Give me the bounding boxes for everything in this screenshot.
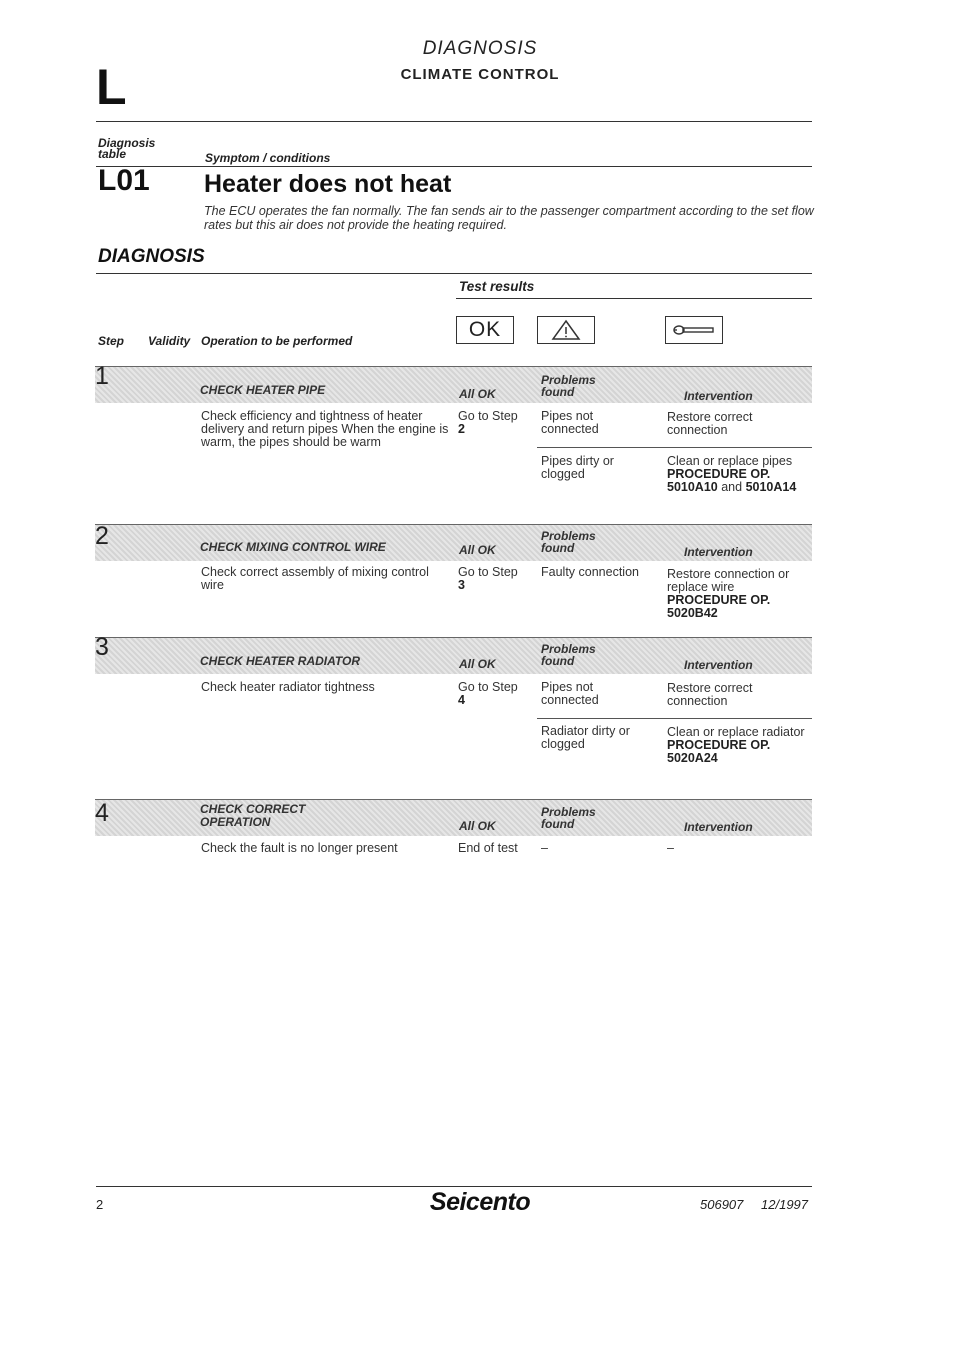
step-3-all-ok: All OK (459, 657, 496, 671)
step-3-title: CHECK HEATER RADIATOR (200, 654, 361, 668)
step-1-intervention-1: Restore correct connection (667, 410, 753, 437)
step-3-ok-step: 4 (458, 693, 465, 707)
step-2-ok-result (458, 566, 530, 592)
document-reference (700, 1197, 808, 1212)
step-3-problem-divider (537, 718, 812, 719)
step-2-title: CHECK MIXING CONTROL WIRE (200, 540, 386, 554)
step-3-number: 3 (95, 633, 109, 661)
wrench-glyph (671, 322, 717, 338)
step-1-problem-2: Pipes dirty or clogged (541, 454, 614, 481)
step-4-operation: Check the fault is no longer present (201, 841, 398, 855)
step-1-intervention-2 (667, 455, 807, 494)
step-3-problem-2: Radiator dirty or clogged (541, 724, 630, 751)
brand-logo: Seicento (429, 1188, 531, 1216)
step-3-ok-result (458, 681, 530, 707)
step-1-intervention-2-procedure: PROCEDURE OP. 5010A10 (667, 467, 771, 494)
step-3-intervention: Intervention (684, 658, 753, 672)
fault-code: L01 (98, 164, 150, 197)
diagnosis-table-label-line1: Diagnosis (98, 136, 156, 150)
doc-number: 506907 (700, 1197, 744, 1212)
step-3-problems-found (541, 643, 596, 667)
step-4-ok-result: End of test (458, 841, 518, 855)
step-1-title: CHECK HEATER PIPE (200, 383, 326, 397)
diagnosis-heading: DIAGNOSIS (98, 246, 205, 267)
step-1-ok-step: 2 (458, 422, 465, 436)
diagnosis-table-label-line2: table (98, 147, 127, 161)
step-4-title-line2: OPERATION (200, 815, 271, 829)
step-3-intervention-2-procedure: PROCEDURE OP. 5020A24 (667, 738, 771, 765)
wrench-icon (665, 316, 723, 344)
step-2-intervention-1-procedure: PROCEDURE OP. 5020B42 (667, 593, 771, 620)
step-1-problem-divider (537, 447, 812, 448)
step-4-number: 4 (95, 799, 109, 827)
step-1-operation: Check efficiency and tightness of heater delivery and return pipes When the engine is warm, the pipes should be warm (201, 409, 449, 449)
document-subtitle: CLIMATE CONTROL (400, 66, 560, 83)
problems-label-line2: found (541, 385, 575, 399)
symptom-conditions-label: Symptom / conditions (205, 151, 331, 165)
step-2-problem-1: Faulty connection (541, 565, 639, 579)
step-4-title-line1: CHECK CORRECT (200, 802, 306, 816)
diagnosis-table-label (98, 138, 155, 160)
step-1-ok-result (458, 410, 530, 436)
problems-label-line1: Problems (541, 642, 596, 656)
step-4-intervention-text: – (667, 841, 674, 855)
warning-triangle-glyph (551, 319, 581, 341)
problems-label-line1: Problems (541, 805, 596, 819)
column-validity: Validity (148, 334, 191, 348)
step-4-problems-found (541, 806, 596, 830)
step-1-intervention-2-and: and (721, 480, 743, 494)
step-2-intervention-1 (667, 568, 807, 620)
step-2-operation: Check correct assembly of mixing control wire (201, 565, 429, 592)
step-1-intervention: Intervention (684, 389, 753, 403)
problems-label-line2: found (541, 654, 575, 668)
problems-label-line2: found (541, 817, 575, 831)
step-3-problem-1: Pipes not connected (541, 680, 599, 707)
step-3-intervention-2-text: Clean or replace radiator (667, 725, 805, 739)
column-step: Step (98, 334, 125, 348)
step-4-title (200, 803, 305, 829)
section-letter: L (96, 59, 127, 115)
step-1-problems-found (541, 374, 596, 398)
header-rule (96, 121, 812, 122)
problems-label-line1: Problems (541, 529, 596, 543)
column-operation: Operation to be performed (201, 334, 353, 348)
step-2-ok-prefix: Go to Step (458, 565, 518, 579)
footer-rule (96, 1186, 812, 1187)
step-1-all-ok: All OK (459, 387, 496, 401)
symptom-rule (96, 166, 812, 167)
step-2-intervention-1-text: Restore connection or replace wire (667, 567, 790, 594)
problems-label-line2: found (541, 541, 575, 555)
test-results-rule (456, 298, 812, 299)
step-1-ok-prefix: Go to Step (458, 409, 518, 423)
test-results-label: Test results (459, 279, 535, 294)
step-2-number: 2 (95, 522, 109, 550)
ok-icon (456, 316, 514, 344)
document-title: DIAGNOSIS (422, 38, 538, 59)
step-1-intervention-2-text: Clean or replace pipes (667, 454, 793, 468)
step-2-intervention: Intervention (684, 545, 753, 559)
warning-triangle-icon (537, 316, 595, 344)
step-4-problem: – (541, 841, 548, 855)
step-3-intervention-2 (667, 726, 807, 765)
step-1-problem-1: Pipes not connected (541, 409, 599, 436)
step-4-all-ok: All OK (459, 819, 496, 833)
fault-description: The ECU operates the fan normally. The fan sends air to the passenger compartment according to the set flow rates but this air does not provide the heating required. (204, 204, 814, 232)
ok-icon-text: OK (468, 318, 502, 341)
step-3-ok-prefix: Go to Step (458, 680, 518, 694)
step-3-intervention-1: Restore correct connection (667, 681, 753, 708)
fault-title: Heater does not heat (204, 170, 452, 198)
page-number: 2 (96, 1197, 104, 1212)
step-1-intervention-2-procedure2: 5010A14 (745, 480, 797, 494)
step-2-ok-step: 3 (458, 578, 465, 592)
step-4-intervention: Intervention (684, 820, 753, 834)
step-2-problems-found (541, 530, 596, 554)
diagnosis-rule (96, 273, 812, 274)
step-3-operation: Check heater radiator tightness (201, 680, 375, 694)
step-1-number: 1 (95, 362, 109, 390)
problems-label-line1: Problems (541, 373, 596, 387)
step-2-all-ok: All OK (459, 543, 496, 557)
doc-date: 12/1997 (761, 1197, 809, 1212)
